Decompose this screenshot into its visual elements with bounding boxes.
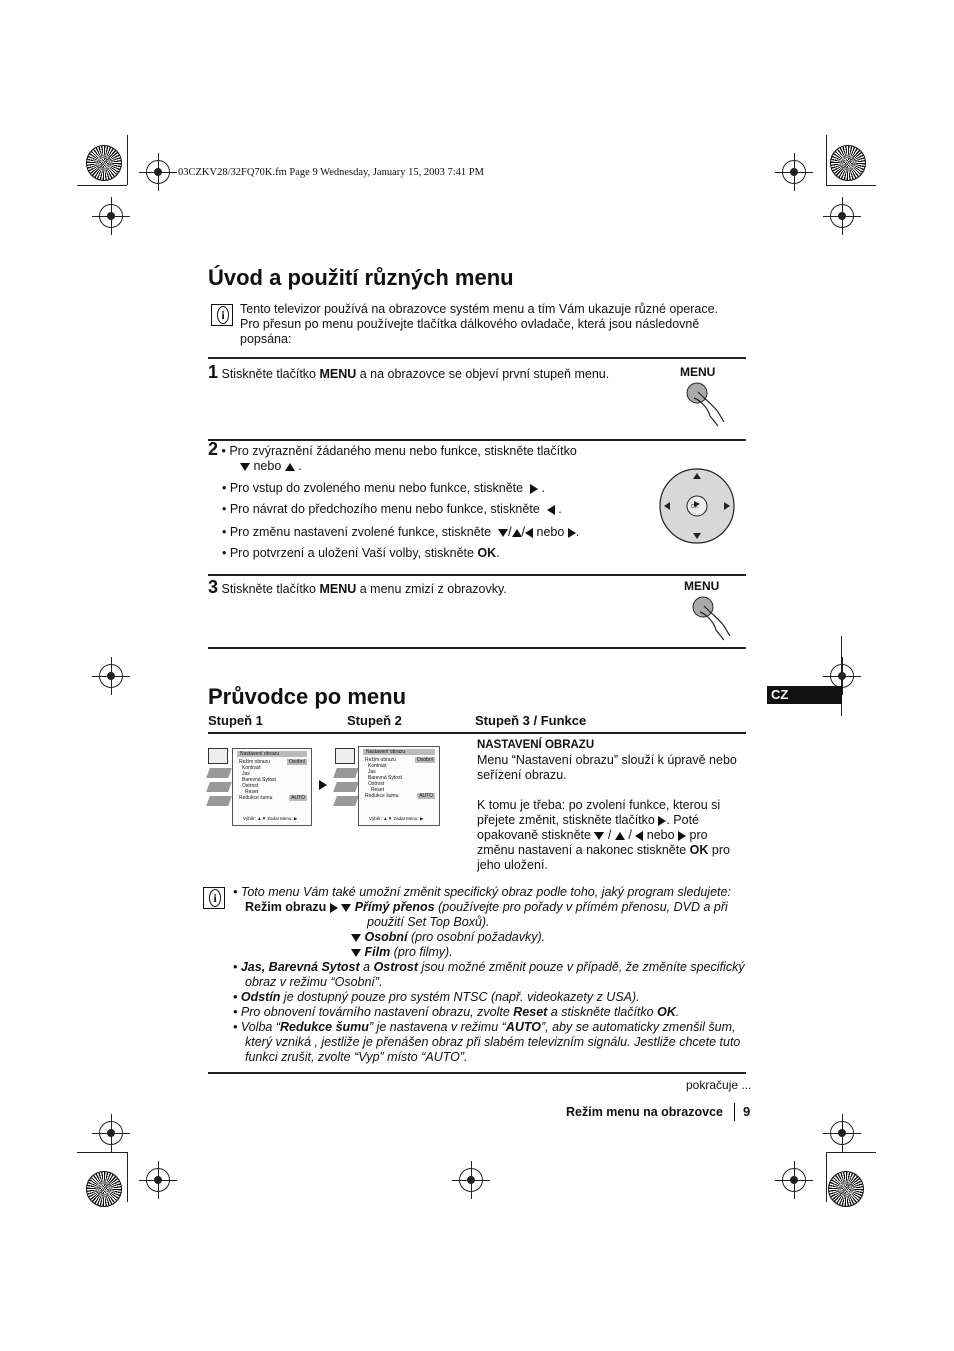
note-1-option-2 [233,930,748,945]
nebo-text: nebo [533,525,568,539]
arrow-up-icon [285,463,295,471]
menu-button-label: MENU [684,579,720,593]
mini-menu-items [233,759,311,801]
note-text-cont: obraz v režimu “Osobní”. [245,975,383,989]
setup-menu-icon [333,796,359,806]
note-text-cont: který vzniká , jestliže je přenášen obraz při slabém televizním signálu. Jestliže chcete tuto [245,1035,741,1049]
arrow-right-icon [678,831,686,841]
mini-menu-item: Jas [242,771,250,777]
menu-icon-column [208,748,232,806]
step-3-text-pre: Stiskněte tlačítko [221,582,320,596]
mini-menu-item: Jas [368,769,376,775]
crop-mark [826,135,827,185]
bullet-text: • Pro zvýraznění žádaného menu nebo funkce, stiskněte tlačítko [221,444,577,458]
note-bold: Odstín [240,990,281,1004]
crosshair-mark [830,204,854,228]
mini-menu-footer: Výběr: ▲▼ Zadat Menu: ▶ [243,816,298,821]
crop-mark [127,1152,128,1202]
language-tab [767,686,842,704]
note-text: . [675,1005,680,1019]
step-3-text-post: a menu zmizí z obrazovky. [356,582,507,596]
crop-mark [127,135,128,185]
note-text: Pro obnovení továrního nastavení obrazu, zvolte [240,1005,514,1019]
step-2-bullet-enter: • Pro vstup do zvoleného menu nebo funkce, stiskněte . [222,481,545,495]
footer-separator [734,1103,735,1121]
option-name: Přímý přenos [354,900,435,914]
mini-menu-item: Reset [245,789,259,795]
info-icon: i [211,304,233,326]
step-number: 3 [208,577,219,597]
mini-menu-title: Nastavení obrazu [237,751,307,757]
noise-value: AUTO [291,795,305,801]
arrow-down-icon [341,904,351,912]
option-description: (pro filmy). [390,945,453,959]
item-label: Redukce šumu [365,793,399,799]
note-text: a [359,960,374,974]
bullet-text: • Pro vstup do zvoleného menu nebo funkce, stiskněte [222,481,524,495]
crop-mark [77,185,127,186]
divider [208,574,746,576]
mini-menu-item: Reset [371,787,385,793]
step-2-bullet-change: • Pro změnu nastavení zvolené funkce, stiskněte / / nebo . [222,525,580,539]
arrow-down-icon [240,463,250,471]
notes-block [233,885,748,1065]
mini-menu-item: Kontrast [368,763,387,769]
step-1 [208,362,678,382]
arrow-up-icon [615,832,625,840]
setup-menu-icon [206,796,232,806]
arrow-right-icon [530,484,538,494]
bullet-text: • Pro návrat do předchozího menu nebo funkce, stiskněte [222,502,540,516]
picture-menu-icon [335,748,355,764]
item-label: Redukce šumu [239,795,273,801]
step-2 [208,439,638,561]
picture-menu-icon [208,748,228,764]
crosshair-mark [830,1121,854,1145]
crop-mark [841,636,842,716]
mini-menu-item: Barevná Sytost [368,775,402,781]
arrow-down-icon [351,949,361,957]
arrow-left-icon [547,505,555,515]
item-label: Režim obrazu [365,757,396,763]
option-description: (pro osobní požadavky). [407,930,546,944]
section-title: Úvod a použití různých menu [208,265,514,290]
arrow-right-icon [568,528,576,538]
crosshair-mark [99,1121,123,1145]
function-heading: NASTAVENÍ OBRAZU [477,739,595,751]
divider [208,357,746,359]
note-text-cont: funkci zrušit, zvolte “Vyp” místo “AUTO”. [245,1050,468,1064]
note-text: a stiskněte tlačítko [547,1005,658,1019]
note-bold: Reset [513,1005,548,1019]
menu-keyword: MENU [319,582,357,596]
menu-button-label: MENU [680,365,716,379]
mode-value: Osobní [288,759,305,765]
note-2: • Jas, Barevná Sytost a Ostrost jsou možné změnit pouze v případě, že změníte specifický [233,960,745,974]
divider [208,1072,746,1074]
arrow-up-icon [512,529,522,537]
note-1: • Toto menu Vám také umožní změnit specifický obraz podle toho, jaký program sledujete: [233,885,731,899]
crosshair-mark [99,204,123,228]
note-text: ” je nastavena v režimu “ [368,1020,506,1034]
ok-keyword: OK [689,843,709,857]
function-description [477,738,747,873]
info-icon: i [203,887,225,909]
hand-pressing-menu-icon [684,594,734,644]
menu-screen-level-1 [232,748,312,826]
note-1-option-3 [233,945,748,960]
remote-ok-label: OK [691,504,699,510]
sound-menu-icon [333,768,359,778]
mini-menu-item: Barevná Sytost [242,777,276,783]
step-2-arrows-line: nebo . [208,459,638,474]
arrow-right-icon [330,903,338,913]
section-title: Průvodce po menu [208,684,407,709]
mini-menu-item: Ostrost [368,781,385,787]
crosshair-mark [782,160,806,184]
bullet-text: • Pro potvrzení a uložení Vaší volby, stiskněte [222,546,478,560]
item-label: Režim obrazu [239,759,270,765]
registration-star-bottom-left [86,1171,122,1207]
mini-menu-footer: Výběr: ▲▼ Zadat Menu: ▶ [369,816,424,821]
mode-value: Osobní [416,757,433,763]
nebo-text: nebo [643,828,679,842]
arrow-down-icon [351,934,361,942]
option-name: Film [364,945,391,959]
step-number: 2 [208,439,219,459]
registration-star-bottom-right [828,1171,864,1207]
mini-menu-item [365,793,439,799]
option-name: Osobní [364,930,408,944]
hand-pressing-menu-icon [678,380,728,430]
option-description: (používejte pro pořady v přímém přenosu, DVD a při [434,900,728,914]
note-3: • Odstín je dostupný pouze pro systém NTSC (např. videokazety z USA). [233,990,640,1004]
features-menu-icon [333,782,359,792]
mini-menu-item: Ostrost [242,783,259,789]
intro-text: Tento televizor používá na obrazovce systém menu a tím Vám ukazuje různé operace. Pro přesun po menu používejte tlačítka dálkového ovladače, která jsou následovně popsána: [240,302,719,346]
language-tab-label: CZ [771,687,789,702]
note-bold: Redukce šumu [280,1020,369,1034]
bullet-text: • Pro změnu nastavení zvolené funkce, stiskněte [222,525,492,539]
note-5: • Volba “Redukce šumu” je nastavena v režimu “AUTO”, aby se automaticky zmenšil šum, [233,1020,736,1034]
step-2-bullet-highlight [208,439,638,459]
crosshair-mark [99,664,123,688]
crosshair-mark [146,1168,170,1192]
note-text: jsou možné změnit pouze v případě, že změníte specifický [418,960,745,974]
arrow-down-icon [594,832,604,840]
features-menu-icon [206,782,232,792]
note-text: Volba “ [240,1020,281,1034]
step-1-text-post: a na obrazovce se objeví první stupeň menu. [356,367,610,381]
registration-star-top-right [830,145,866,181]
crop-mark [826,1152,827,1202]
divider [208,647,746,649]
note-text: Toto menu Vám také umožní změnit specifický obraz podle toho, jaký program sledujete: [240,885,731,899]
step-number: 1 [208,362,219,382]
mini-menu-items [359,757,439,799]
crosshair-mark [830,664,854,688]
note-text: ”, aby se automaticky zmenšil šum, [540,1020,736,1034]
crop-mark [826,185,876,186]
step-2-bullet-confirm: • Pro potvrzení a uložení Vaší volby, stiskněte OK. [222,546,500,560]
paragraph-text: K tomu je třeba: po zvolení funkce, kterou si přejete změnit, stiskněte tlačítko [477,798,721,827]
continues-text: pokračuje ... [686,1078,752,1092]
page-number: 9 [743,1104,751,1119]
divider [208,732,746,734]
crop-mark [77,1152,127,1153]
menu-keyword: MENU [319,367,357,381]
nebo-text: nebo [250,459,285,473]
step-1-text-pre: Stiskněte tlačítko [221,367,320,381]
column-header-level-1: Stupeň 1 [208,713,263,728]
mini-menu-item: Kontrast [242,765,261,771]
crosshair-mark [459,1168,483,1192]
note-bold: Jas, Barevná Sytost [240,960,360,974]
footer-section-name: Režim menu na obrazovce [566,1105,723,1119]
noise-value: AUTO [419,793,433,799]
note-bold: OK [657,1005,676,1019]
mini-menu-item [239,795,311,801]
function-paragraph-1: Menu “Nastavení obrazu” slouží k úpravě nebo seřízení obrazu. [477,753,737,782]
menu-screen-level-2 [358,746,440,826]
option-description-cont: použití Set Top Boxů). [367,915,490,929]
paragraph-text: . Poté opakovaně stiskněte [477,813,700,842]
column-header-level-2: Stupeň 2 [347,713,402,728]
step-3 [208,577,678,597]
arrow-down-icon [498,529,508,537]
menu-icon-column [335,748,359,806]
crosshair-mark [782,1168,806,1192]
paragraph-text: pro jeho uložení. [477,843,730,872]
note-text: je dostupný pouze pro systém NTSC (např. videokazety z USA). [280,990,640,1004]
note-bold: Ostrost [373,960,419,974]
column-header-level-3: Stupeň 3 / Funkce [475,713,587,728]
arrow-right-icon [319,780,327,790]
picture-mode-label: Režim obrazu [245,900,327,914]
note-1-option-1 [233,900,748,915]
registration-star-top-left [86,145,122,181]
note-4: • Pro obnovení továrního nastavení obrazu, zvolte Reset a stiskněte tlačítko OK. [233,1005,680,1019]
function-paragraph-2: K tomu je třeba: po zvolení funkce, kterou si přejete změnit, stiskněte tlačítko . Poté opakovaně stiskněte / / nebo pro změnu nastavení a nakonec stiskněte OK pro jeho uložení. [477,798,730,872]
step-2-bullet-back: • Pro návrat do předchozího menu nebo funkce, stiskněte . [222,502,562,516]
arrow-left-icon [525,528,533,538]
divider [208,439,746,441]
crop-mark [826,1152,876,1153]
file-header: 03CZKV28/32FQ70K.fm Page 9 Wednesday, January 15, 2003 7:41 PM [178,167,484,178]
sound-menu-icon [206,768,232,778]
note-bold: AUTO [505,1020,541,1034]
paragraph-text: pro změnu nastavení a nakonec stiskněte [477,828,708,857]
crosshair-mark [146,160,170,184]
ok-keyword: OK [477,546,497,560]
mini-menu-title: Nastavení obrazu [363,749,435,755]
